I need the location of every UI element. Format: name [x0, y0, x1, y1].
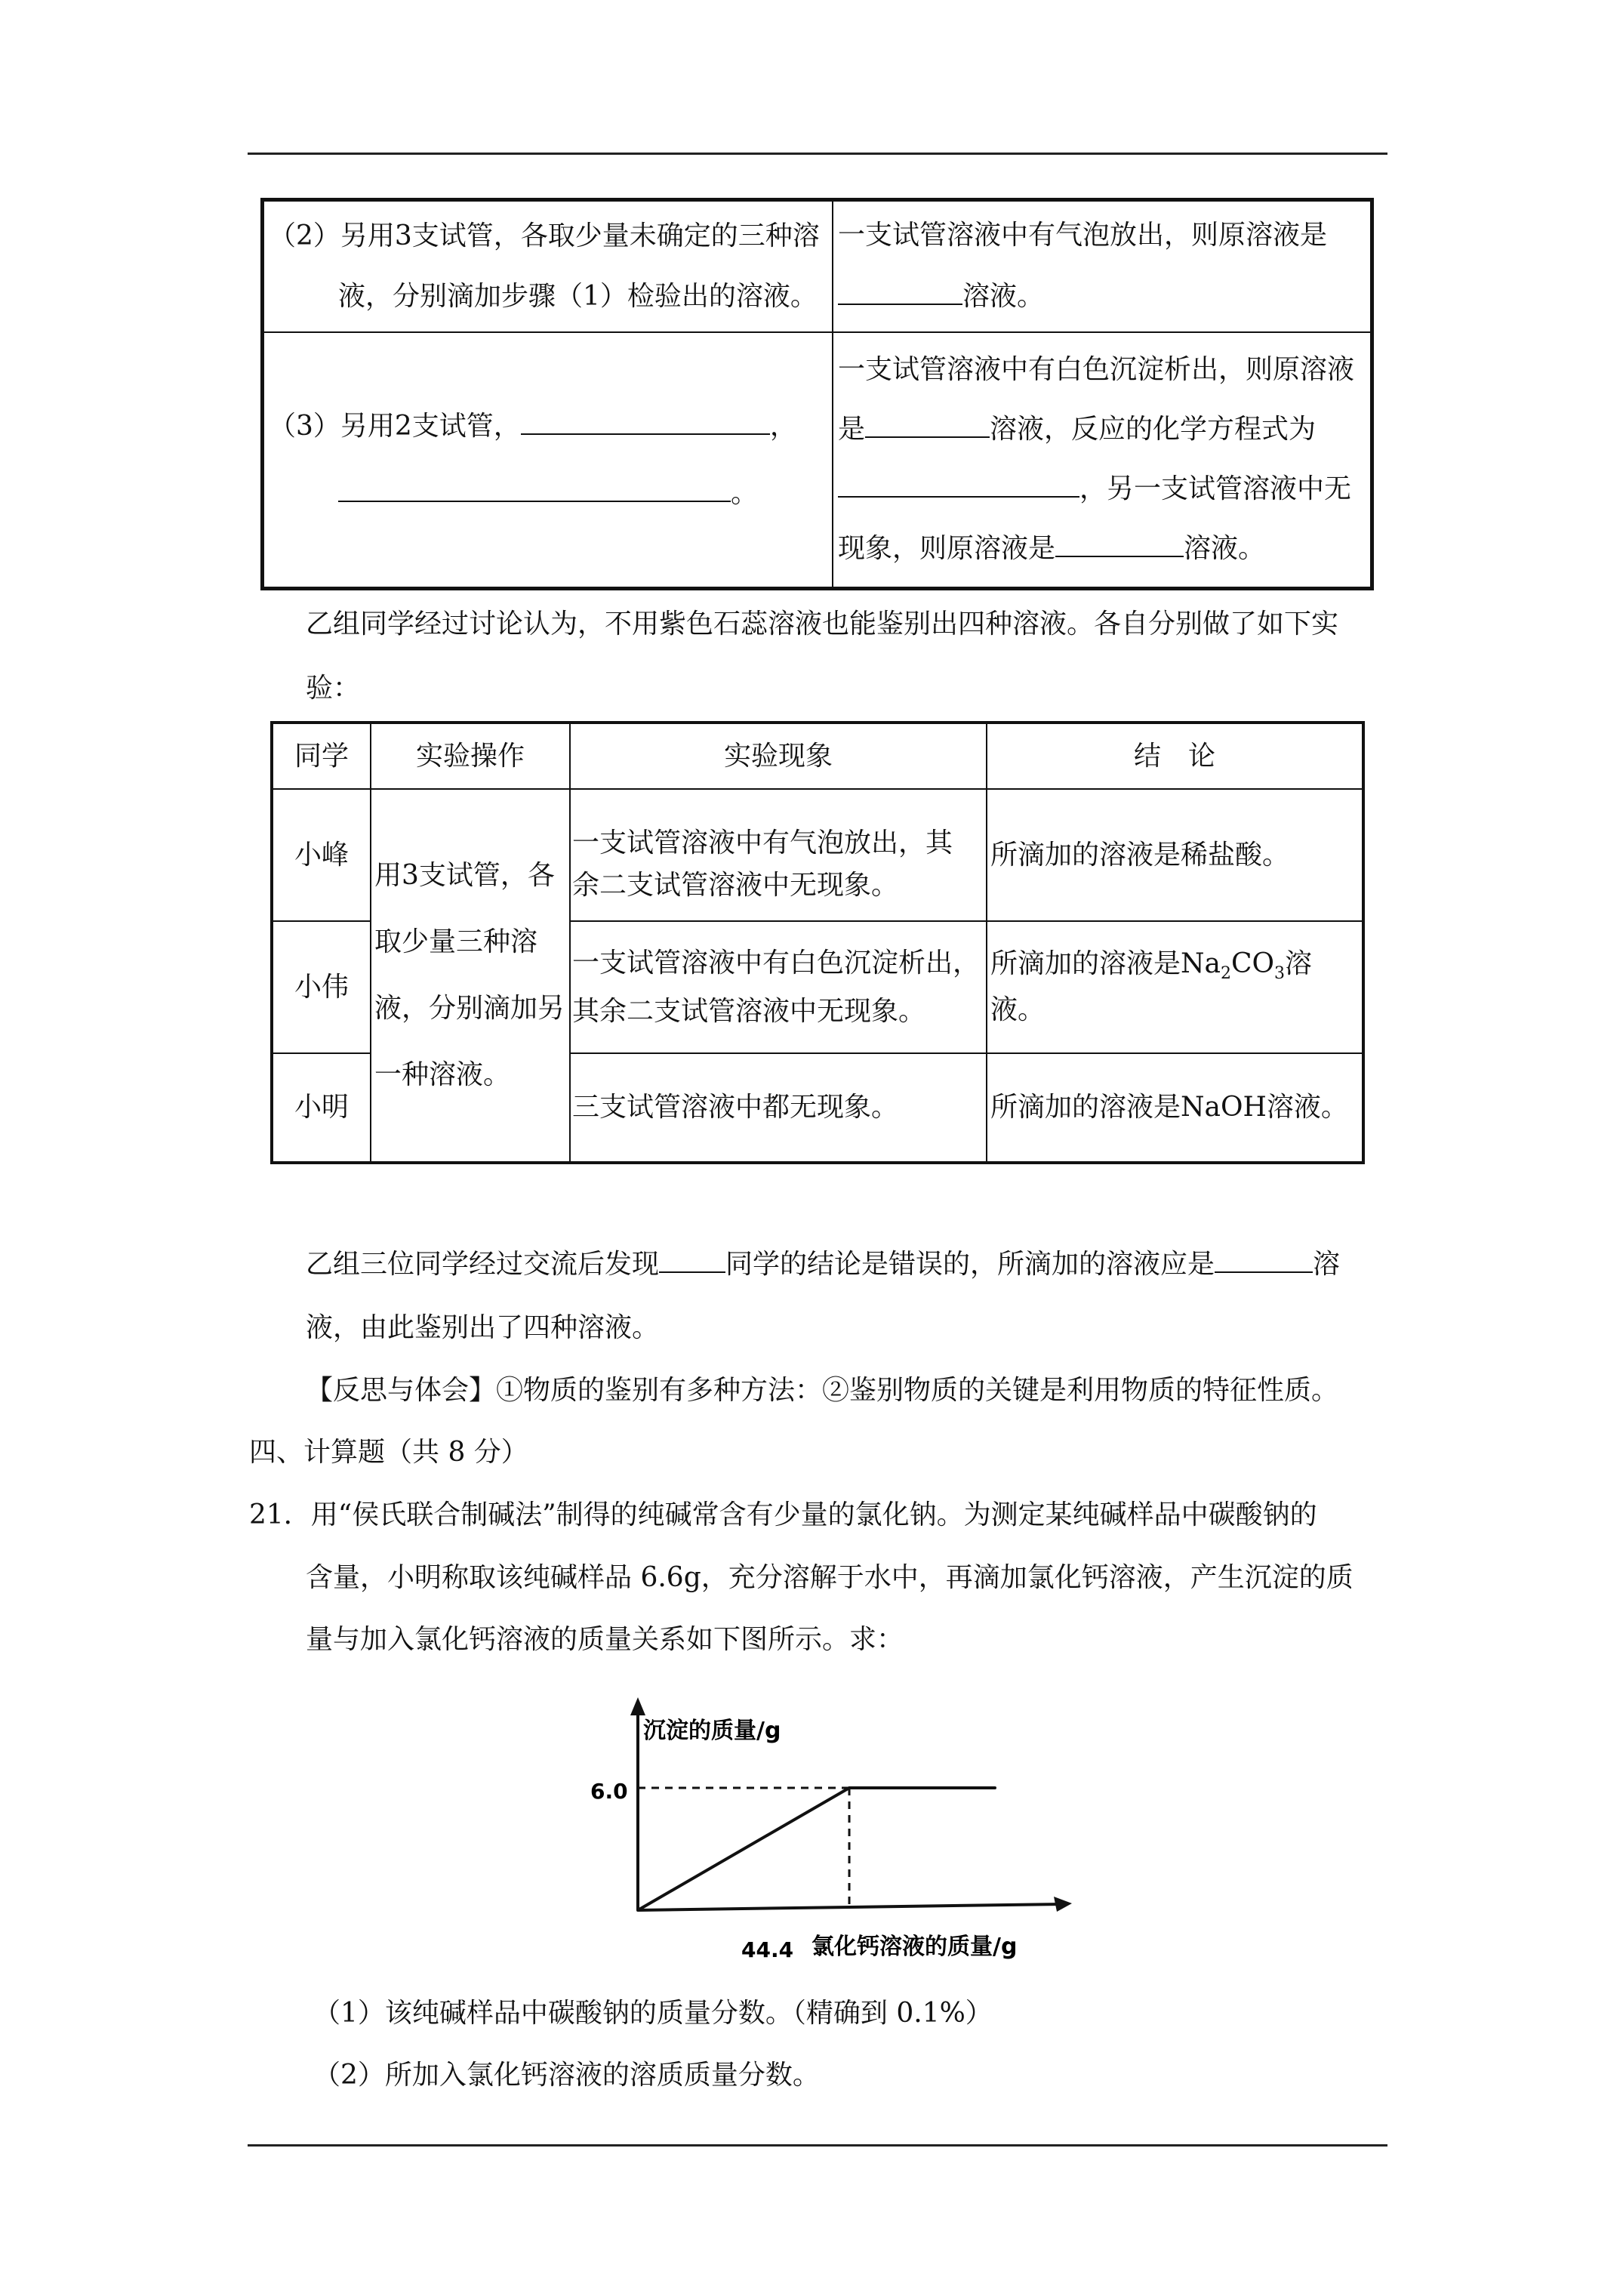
- y-tick-label: 6.0: [590, 1779, 628, 1804]
- conclusion-text: CO: [1230, 948, 1275, 979]
- sub-question-2: （2）所加入氯化钙溶液的溶质质量分数。: [313, 2060, 820, 2091]
- answer-blank[interactable]: [865, 412, 990, 438]
- y-axis-label: 沉淀的质量/g: [643, 1718, 781, 1744]
- paragraph-yi-line1: 乙组同学经过讨论认为，不用紫色石蕊溶液也能鉴别出四种溶液。各自分别做了如下实: [306, 609, 1339, 639]
- phenomenon-line: 其余二支试管溶液中无现象。: [572, 995, 926, 1027]
- row3-right-line2b: 溶液，反应的化学方程式为: [990, 414, 1317, 445]
- student-xiaofeng: 小峰: [272, 789, 371, 921]
- answer-blank[interactable]: [838, 279, 962, 305]
- question-21-line2: 含量，小明称取该纯碱样品 6.6g，充分溶解于水中，再滴加氯化钙溶液，产生沉淀的质: [306, 1562, 1354, 1593]
- bottom-rule: [248, 2144, 1387, 2147]
- conclusion-text: 溶液。: [990, 948, 1313, 1026]
- phenomenon-line: 一支试管溶液中有白色沉淀析出，: [572, 947, 981, 978]
- row2-right-cell: [833, 200, 1372, 332]
- subscript: 2: [1220, 964, 1231, 984]
- row3-right-line4b: 溶液。: [1184, 533, 1266, 565]
- reflection: 【反思与体会】①物质的鉴别有多种方法：②鉴别物质的关键是利用物质的特征性质。: [306, 1375, 1339, 1406]
- answer-blank[interactable]: [838, 472, 1079, 498]
- row2-right-line2: 溶液。: [962, 281, 1045, 313]
- data-line: [638, 1788, 995, 1910]
- header-conclusion: 结 论: [987, 723, 1363, 789]
- student-xiaoming: 小明: [272, 1053, 371, 1163]
- row3-left-cell: [263, 332, 833, 589]
- operation-line: 一种溶液。: [374, 1059, 511, 1090]
- data-point: [636, 1909, 639, 1912]
- row3-right-cell: [833, 332, 1372, 589]
- x-axis-arrow: [1054, 1897, 1072, 1912]
- question-21-line1: 21．用“侯氏联合制碱法”制得的纯碱常含有少量的氯化钠。为测定某纯碱样品中碳酸钠的: [249, 1499, 1317, 1530]
- row3-left-prefix: （3）另用2支试管，: [269, 410, 521, 442]
- row3-right-line2a: 是: [838, 414, 866, 445]
- conclusion-xiaoming: 所滴加的溶液是NaOH溶液。: [987, 1053, 1363, 1163]
- experiment-table-2: [270, 721, 1365, 1164]
- row3-left-comma: ，: [769, 410, 797, 442]
- paragraph-find-line2: 液，由此鉴别出了四种溶液。: [306, 1312, 660, 1343]
- section-title: 四、计算题（共 8 分）: [249, 1437, 528, 1468]
- row3-right-line4a: 现象，则原溶液是: [838, 533, 1056, 565]
- x-tick-label: 44.4: [741, 1937, 794, 1962]
- find-text-a: 乙组三位同学经过交流后发现: [306, 1249, 660, 1280]
- answer-blank[interactable]: [659, 1247, 725, 1273]
- paragraph-yi-line2: 验：: [306, 673, 361, 704]
- student-xiaowei: 小伟: [272, 921, 371, 1053]
- top-rule: [248, 153, 1387, 155]
- row2-left-cell: [263, 200, 833, 332]
- x-axis-label: 氯化钙溶液的质量/g: [812, 1934, 1018, 1960]
- question-21-line3: 量与加入氯化钙溶液的质量关系如下图所示。求：: [306, 1624, 904, 1655]
- row2-right-line1: 一支试管溶液中有气泡放出，则原溶液是: [838, 220, 1328, 251]
- find-text-b: 同学的结论是错误的，所滴加的溶液应是: [725, 1249, 1215, 1280]
- header-phenomenon: 实验现象: [570, 723, 987, 789]
- row3-left-end: 。: [731, 477, 759, 509]
- answer-blank[interactable]: [338, 476, 731, 502]
- phenomenon-line: 余二支试管溶液中无现象。: [572, 869, 899, 901]
- row2-left-line1: （2）另用3支试管，各取少量未确定的三种溶: [269, 220, 820, 251]
- operation-cell: [371, 789, 570, 1163]
- data-point: [993, 1786, 996, 1789]
- conclusion-xiaowei: [987, 921, 1363, 1053]
- row3-right-line3: ，另一支试管溶液中无: [1079, 473, 1352, 505]
- conclusion-text: 所滴加的溶液是Na: [990, 948, 1221, 979]
- data-point: [848, 1786, 851, 1789]
- find-text-c: 溶: [1313, 1249, 1341, 1280]
- row2-left-line2: 液，分别滴加步骤（1）检验出的溶液。: [338, 280, 818, 312]
- sub-question-1: （1）该纯碱样品中碳酸钠的质量分数。（精确到 0.1%）: [313, 1998, 993, 2029]
- row3-right-line1: 一支试管溶液中有白色沉淀析出，则原溶液: [838, 354, 1355, 386]
- answer-blank[interactable]: [521, 409, 770, 435]
- conclusion-xiaofeng: 所滴加的溶液是稀盐酸。: [987, 789, 1363, 921]
- answer-blank[interactable]: [1215, 1247, 1313, 1273]
- operation-line: 取少量三种溶: [374, 926, 538, 957]
- header-student: 同学: [272, 723, 371, 789]
- operation-line: 液，分别滴加另: [374, 993, 565, 1024]
- y-axis-arrow: [630, 1697, 645, 1715]
- phenomenon-xiaoming: 三支试管溶液中都无现象。: [570, 1053, 987, 1163]
- subscript: 3: [1274, 964, 1286, 984]
- header-operation: 实验操作: [371, 723, 570, 789]
- operation-line: 用3支试管，各: [374, 860, 555, 891]
- phenomenon-xiaowei: [570, 921, 987, 1053]
- paragraph-find-line1: [306, 1247, 1340, 1281]
- answer-blank[interactable]: [1055, 532, 1184, 557]
- phenomenon-xiaofeng: [570, 789, 987, 921]
- phenomenon-line: 一支试管溶液中有气泡放出，其: [572, 827, 953, 858]
- precipitate-chart: [574, 1691, 1072, 1978]
- experiment-table-1: [260, 198, 1374, 590]
- x-axis: [638, 1904, 1061, 1910]
